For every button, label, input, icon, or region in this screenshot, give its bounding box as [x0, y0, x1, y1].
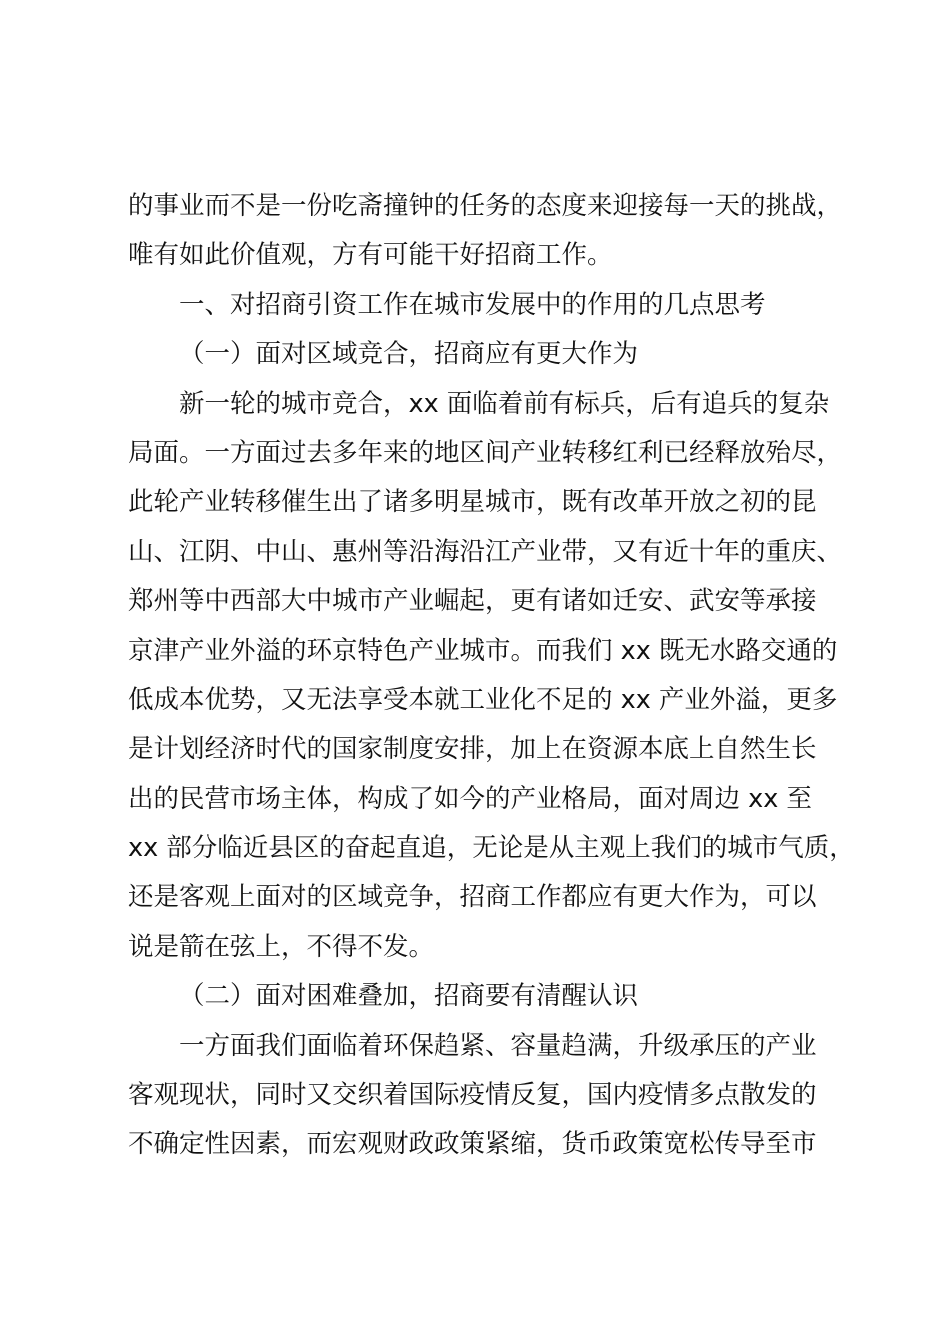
document-body: [128, 182, 855, 1170]
text-line: 的事业而不是一份吃斋撞钟的任务的态度来迎接每一天的挑战，: [128, 191, 843, 221]
subsection-heading: （二）面对困难叠加，招商要有清醒认识: [179, 981, 639, 1012]
text-line: 不确定性因素，而宏观财政政策紧缩，货币政策宽松传导至市: [128, 1129, 817, 1160]
text-line: 京津产业外溢的环京特色产业城市。而我们 xx 既无水路交通的: [128, 635, 838, 666]
text-line: 郑州等中西部大中城市产业崛起，更有诸如迁安、武安等承接: [128, 586, 817, 617]
text-line: 局面。一方面过去多年来的地区间产业转移红利已经释放殆尽，: [128, 437, 843, 468]
text-line: 出的民营市场主体，构成了如今的产业格局，面对周边 xx 至: [128, 783, 812, 814]
text-line: 此轮产业转移催生出了诸多明星城市，既有改革开放之初的昆: [128, 487, 817, 518]
paragraph-start-line: 新一轮的城市竞合，xx 面临着前有标兵，后有追兵的复杂: [179, 388, 830, 419]
text-line: 山、江阴、中山、惠州等沿海沿江产业带，又有近十年的重庆、: [128, 536, 843, 567]
paragraph-start-line: 一方面我们面临着环保趋紧、容量趋满，升级承压的产业: [179, 1030, 817, 1061]
text-line: xx 部分临近县区的奋起直追，无论是从主观上我们的城市气质，: [128, 833, 855, 864]
text-line: 低成本优势，又无法享受本就工业化不足的 xx 产业外溢，更多: [128, 684, 838, 715]
section-heading: 一、对招商引资工作在城市发展中的作用的几点思考: [179, 289, 766, 320]
text-line: 唯有如此价值观，方有可能干好招商工作。: [128, 240, 613, 271]
text-line: 客观现状，同时又交织着国际疫情反复，国内疫情多点散发的: [128, 1080, 817, 1111]
subsection-heading: （一）面对区域竞合，招商应有更大作为: [179, 339, 639, 370]
text-line: 说是箭在弦上，不得不发。: [128, 931, 435, 962]
text-line: 还是客观上面对的区域竞争，招商工作都应有更大作为，可以: [128, 882, 817, 913]
text-line: 是计划经济时代的国家制度安排，加上在资源本底上自然生长: [128, 734, 817, 765]
